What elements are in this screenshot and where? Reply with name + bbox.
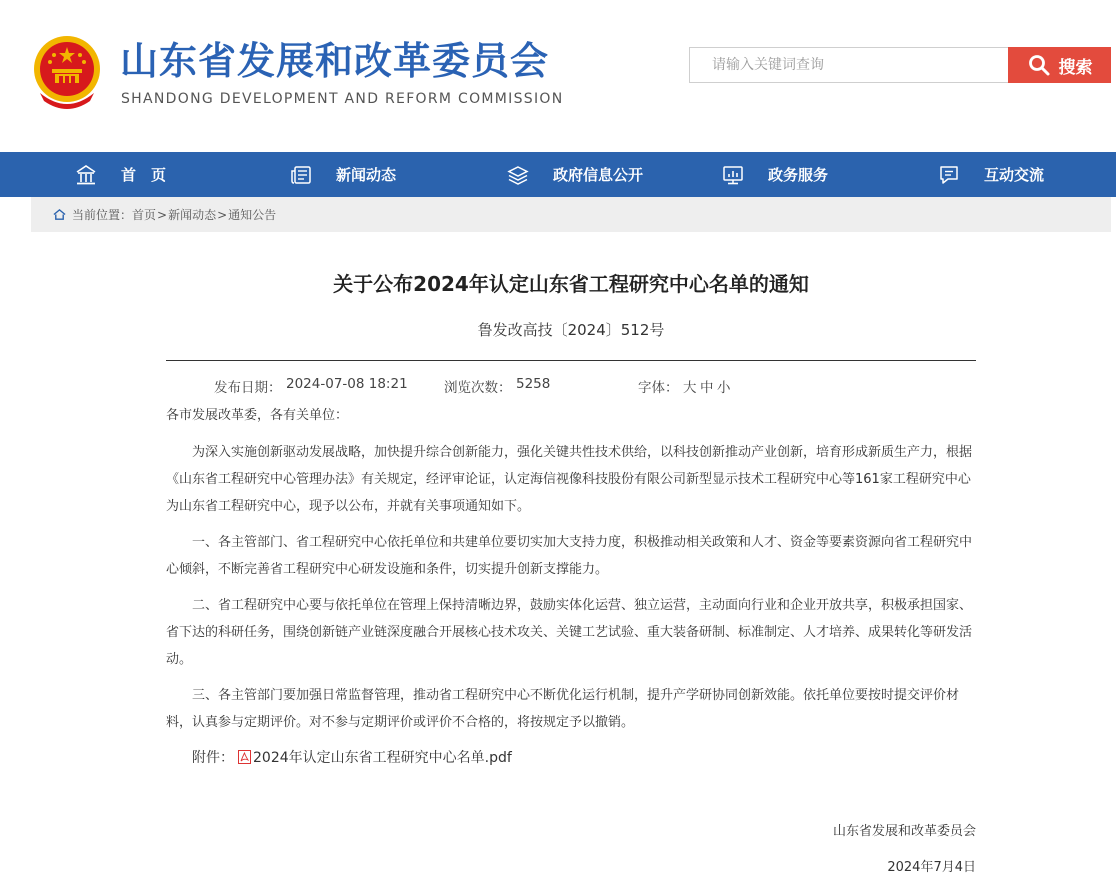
nav-item-gov-info[interactable] <box>507 152 643 197</box>
nav-item-news[interactable] <box>290 152 396 197</box>
site-subtitle: SHANDONG DEVELOPMENT AND REFORM COMMISSION <box>121 91 564 107</box>
main-nav <box>0 152 1116 197</box>
nav-item-interaction[interactable] <box>938 152 1044 197</box>
home-icon <box>53 208 66 221</box>
chat-icon <box>938 164 960 186</box>
national-emblem-icon <box>30 33 104 111</box>
search-input[interactable] <box>689 47 1009 83</box>
paragraph: 一、各主管部门、省工程研究中心依托单位和共建单位要切实加大支持力度，积极推动相关政策和人才、资金等要素资源向省工程研究中心倾斜，不断完善省工程研究中心研发设施和条件，切实提升创新支撑能力。 <box>166 535 973 577</box>
breadcrumb-prefix: 当前位置： <box>72 208 133 222</box>
signature: 山东省发展和改革委员会 <box>832 824 976 839</box>
font-size-label: 字体： <box>638 380 679 396</box>
nav-item-services[interactable] <box>722 152 828 197</box>
site-title: 山东省发展和改革委员会 <box>120 39 550 83</box>
monitor-icon <box>722 164 744 186</box>
attachment <box>192 747 512 767</box>
attachment-label: 附件： <box>192 750 234 766</box>
publish-date: 2024-07-08 18:21 <box>286 376 408 392</box>
site-header <box>0 0 1116 152</box>
nav-label-home: 首 页 <box>121 166 167 184</box>
breadcrumb-separator: > <box>157 207 168 222</box>
salutation: 各市发展改革委，各有关单位： <box>166 408 349 423</box>
nav-label-gov-info: 政府信息公开 <box>553 166 644 184</box>
document-number: 鲁发改高技〔2024〕512号 <box>477 321 665 339</box>
paragraph: 三、各主管部门要加强日常监督管理，推动省工程研究中心不断优化运行机制，提升产学研协同创新效能。依托单位要按时提交评价材料，认真参与定期评价。对不参与定期评价或评价不合格的，将按规定予以撤销。 <box>166 688 960 730</box>
sign-date: 2024年7月4日 <box>887 860 976 875</box>
article-title: 关于公布2024年认定山东省工程研究中心名单的通知 <box>333 272 809 296</box>
nav-label-interaction: 互动交流 <box>984 166 1045 184</box>
home-icon <box>75 164 97 186</box>
font-size-small[interactable]: 小 <box>717 380 731 396</box>
paragraph: 二、省工程研究中心要与依托单位在管理上保持清晰边界，鼓励实体化运营、独立运营，主动面向行业和企业开放共享，积极承担国家、省下达的科研任务，围绕创新链产业链深度融合开展核心技术攻关、关键工艺试验、重大装备研制、标准制定、人才培养、成果转化等研发活动。 <box>166 598 973 667</box>
breadcrumb-separator: > <box>217 207 228 222</box>
attachment-link[interactable]: 2024年认定山东省工程研究中心名单.pdf <box>253 750 512 766</box>
breadcrumb-notices[interactable]: 通知公告 <box>228 208 277 222</box>
pdf-icon <box>238 750 251 764</box>
title-divider <box>166 360 976 361</box>
nav-label-services: 政务服务 <box>768 166 829 184</box>
layers-icon <box>507 164 529 186</box>
search-button-label: 搜索 <box>1058 57 1093 78</box>
article-meta <box>166 376 976 396</box>
views-count: 5258 <box>516 376 551 392</box>
nav-item-home[interactable] <box>75 152 166 197</box>
nav-label-news: 新闻动态 <box>336 166 397 184</box>
search-button[interactable] <box>1008 47 1111 83</box>
breadcrumb <box>31 197 1111 232</box>
paragraph: 为深入实施创新驱动发展战略，加快提升综合创新能力，强化关键共性技术供给，以科技创新推动产业创新，培育形成新质生产力，根据《山东省工程研究中心管理办法》有关规定，经评审论证，认定海信视像科技股份有限公司新型显示技术工程研究中心等161家工程研究中心为山东省工程研究中心，现予以公布，并就有关事项通知如下。 <box>166 445 973 514</box>
search-icon <box>1027 53 1051 77</box>
views-label: 浏览次数： <box>444 380 512 396</box>
breadcrumb-home[interactable]: 首页 <box>132 208 157 222</box>
breadcrumb-news[interactable]: 新闻动态 <box>168 208 217 222</box>
font-size-large[interactable]: 大 <box>683 380 697 396</box>
news-icon <box>290 164 312 186</box>
font-size-medium[interactable]: 中 <box>700 380 714 396</box>
publish-date-label: 发布日期： <box>214 380 282 396</box>
